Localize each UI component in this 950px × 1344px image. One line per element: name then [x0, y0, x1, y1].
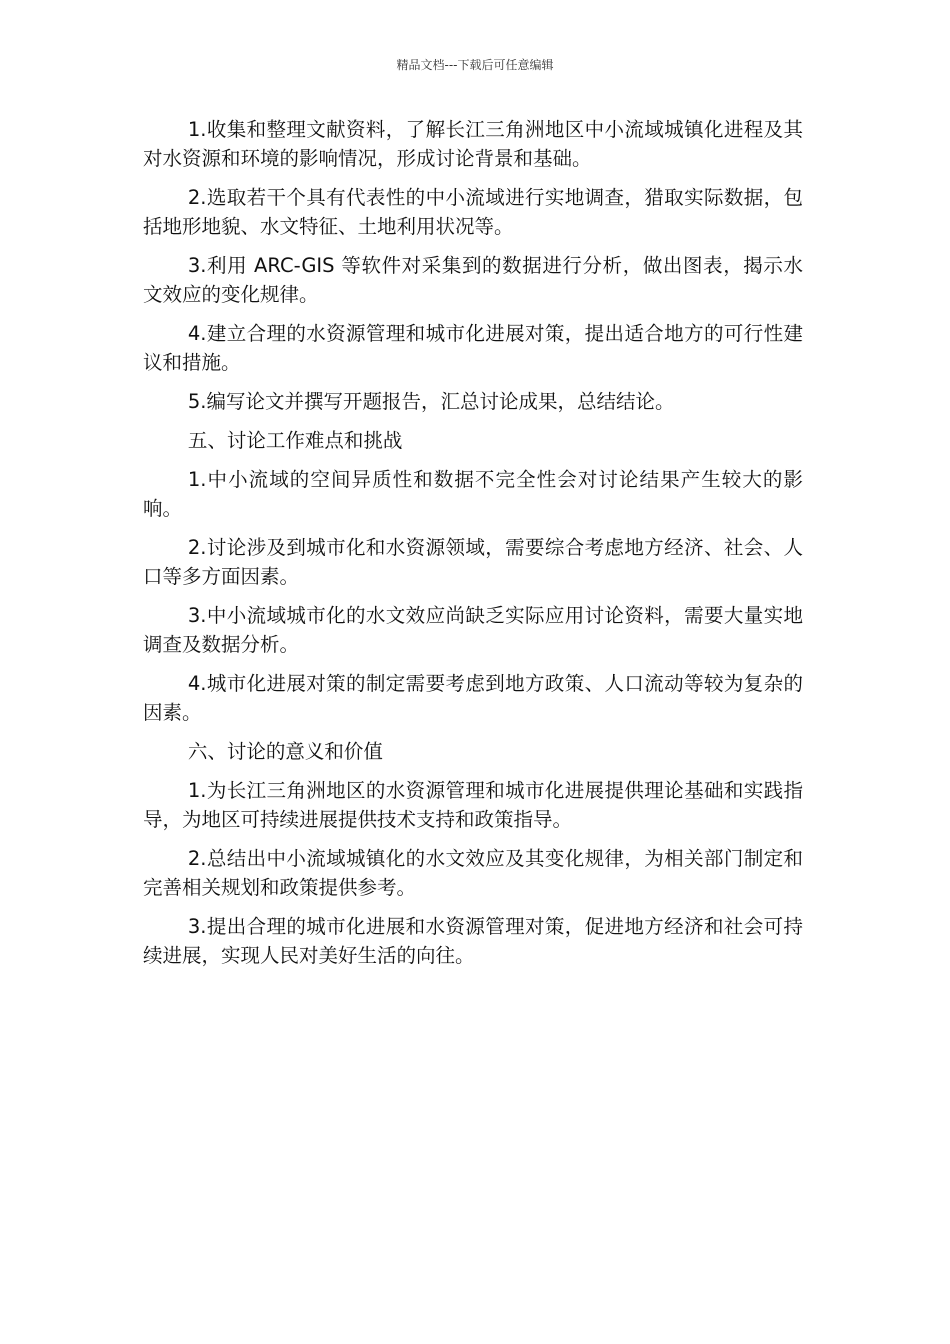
paragraph-method-3: 3.利用 ARC-GIS 等软件对采集到的数据进行分析，做出图表，揭示水文效应的变化规律。 — [143, 254, 803, 306]
document-body — [143, 115, 803, 980]
paragraph-method-5: 5.编写论文并撰写开题报告，汇总讨论成果，总结结论。 — [187, 390, 675, 413]
paragraph-significance-2: 2.总结出中小流域城镇化的水文效应及其变化规律，为相关部门制定和完善相关规划和政策提供参考。 — [143, 847, 803, 899]
section-heading-significance: 六、讨论的意义和价值 — [187, 740, 383, 763]
paragraph-method-1: 1.收集和整理文献资料，了解长江三角洲地区中小流域城镇化进程及其对水资源和环境的影响情况，形成讨论背景和基础。 — [143, 118, 803, 170]
paragraph-difficulty-4: 4.城市化进展对策的制定需要考虑到地方政策、人口流动等较为复杂的因素。 — [143, 672, 803, 724]
paragraph-method-4: 4.建立合理的水资源管理和城市化进展对策，提出适合地方的可行性建议和措施。 — [143, 322, 803, 374]
paragraph-method-2: 2.选取若干个具有代表性的中小流域进行实地调查，猎取实际数据，包括地形地貌、水文特征、土地利用状况等。 — [143, 186, 803, 238]
paragraph-significance-1: 1.为长江三角洲地区的水资源管理和城市化进展提供理论基础和实践指导，为地区可持续进展提供技术支持和政策指导。 — [143, 779, 803, 831]
section-heading-difficulties: 五、讨论工作难点和挑战 — [187, 429, 403, 452]
paragraph-difficulty-1: 1.中小流域的空间异质性和数据不完全性会对讨论结果产生较大的影响。 — [143, 468, 803, 520]
paragraph-difficulty-2: 2.讨论涉及到城市化和水资源领域，需要综合考虑地方经济、社会、人口等多方面因素。 — [143, 536, 803, 588]
paragraph-significance-3: 3.提出合理的城市化进展和水资源管理对策，促进地方经济和社会可持续进展，实现人民对美好生活的向往。 — [143, 915, 803, 967]
paragraph-difficulty-3: 3.中小流域城市化的水文效应尚缺乏实际应用讨论资料，需要大量实地调查及数据分析。 — [143, 604, 803, 656]
page-header: 精品文档---下载后可任意编辑 — [396, 58, 554, 72]
